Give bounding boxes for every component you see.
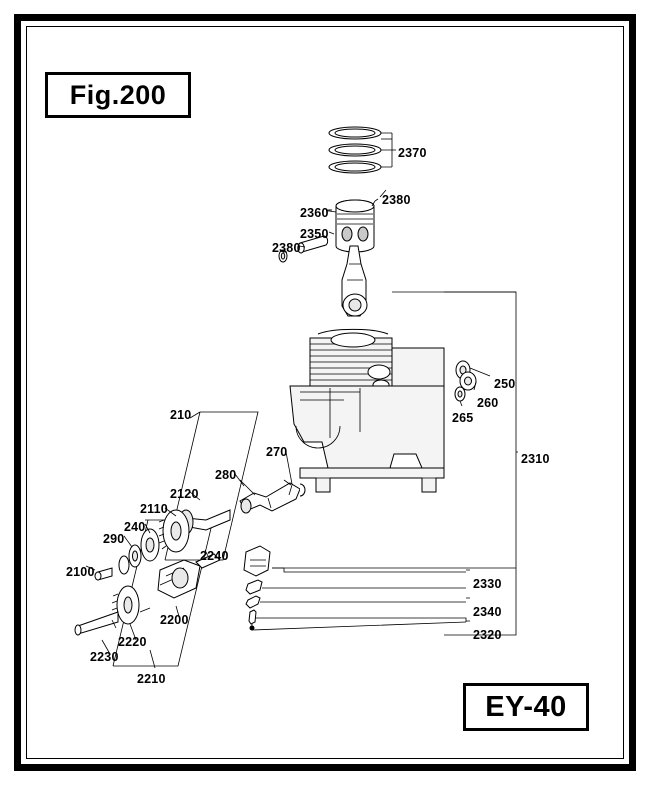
callout-2320: 2320 bbox=[473, 628, 502, 642]
cam-gear bbox=[159, 510, 189, 552]
callout-270: 270 bbox=[266, 445, 288, 459]
callout-2240: 2240 bbox=[200, 549, 229, 563]
callout-2340: 2340 bbox=[473, 605, 502, 619]
callout-290: 290 bbox=[103, 532, 125, 546]
callout-2380-left: 2380 bbox=[272, 241, 301, 255]
callout-2210: 2210 bbox=[137, 672, 166, 686]
callout-280: 280 bbox=[215, 468, 237, 482]
callout-2120: 2120 bbox=[170, 487, 199, 501]
piston-rings-group bbox=[329, 127, 396, 173]
callout-2220: 2220 bbox=[118, 635, 147, 649]
bolt-2100 bbox=[95, 568, 112, 580]
callout-240: 240 bbox=[124, 520, 146, 534]
callout-2360: 2360 bbox=[300, 206, 329, 220]
callout-2310: 2310 bbox=[521, 452, 550, 466]
model-number-label: EY-40 bbox=[485, 690, 567, 723]
callout-2110: 2110 bbox=[140, 502, 168, 516]
callout-2100: 2100 bbox=[66, 565, 95, 579]
figure-number-label: Fig.200 bbox=[69, 79, 167, 110]
callout-250: 250 bbox=[494, 377, 516, 391]
callout-2230: 2230 bbox=[90, 650, 119, 664]
callout-2370: 2370 bbox=[398, 146, 427, 160]
callout-2330: 2330 bbox=[473, 577, 502, 591]
callout-2200: 2200 bbox=[160, 613, 189, 627]
callout-265: 265 bbox=[452, 411, 474, 425]
callout-2380-top: 2380 bbox=[382, 193, 411, 207]
callout-260: 260 bbox=[477, 396, 499, 410]
callout-210: 210 bbox=[170, 408, 192, 422]
callout-2350: 2350 bbox=[300, 227, 329, 241]
